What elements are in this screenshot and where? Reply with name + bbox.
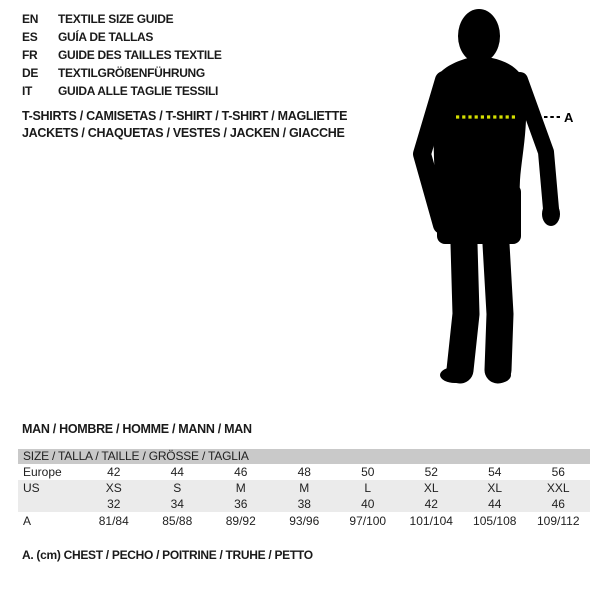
size-value: 97/100 (349, 514, 387, 528)
size-value: 34 (170, 497, 184, 511)
lang-code: ES (22, 30, 38, 44)
section-title-man: MAN / HOMBRE / HOMME / MANN / MAN (22, 422, 252, 436)
size-value: 42 (424, 497, 438, 511)
man-silhouette (422, 9, 560, 383)
lang-row-fr (22, 46, 222, 64)
row-label: US (23, 481, 40, 495)
size-value: 50 (361, 465, 375, 479)
size-value: XL (423, 481, 439, 495)
size-value: XS (105, 481, 122, 495)
size-value: 32 (107, 497, 121, 511)
man-silhouette-figure (408, 4, 583, 394)
size-value: 89/92 (225, 514, 256, 528)
size-value: S (173, 481, 182, 495)
size-value: 85/88 (162, 514, 193, 528)
size-value: XXL (546, 481, 570, 495)
size-value: 46 (551, 497, 565, 511)
measure-label-a: A (564, 110, 574, 125)
size-value: 54 (488, 465, 502, 479)
size-value: 109/112 (537, 514, 580, 528)
size-value: XL (487, 481, 503, 495)
lang-row-it (22, 82, 222, 100)
garment-line-tshirts: T-SHIRTS / CAMISETAS / T-SHIRT / T-SHIRT / MAGLIETTE (22, 109, 348, 123)
table-row-europe (18, 464, 590, 480)
size-value: 46 (234, 465, 248, 479)
size-value: 38 (297, 497, 311, 511)
lang-row-es (22, 28, 222, 46)
size-value: L (364, 481, 372, 495)
lang-code: EN (22, 12, 39, 26)
table-row-uk (18, 496, 590, 512)
size-value: 81/84 (98, 514, 129, 528)
size-value: M (299, 481, 310, 495)
size-table (18, 449, 590, 530)
lang-label: GUIDE DES TAILLES TEXTILE (58, 48, 222, 62)
lang-code: IT (22, 84, 33, 98)
lang-code: FR (22, 48, 38, 62)
lang-code: DE (22, 66, 39, 80)
row-label: Europe (23, 465, 62, 479)
table-row-chest-a (18, 512, 590, 530)
lang-row-en (22, 10, 222, 28)
lang-label: TEXTILGRÖßENFÜHRUNG (58, 66, 205, 80)
size-table-header: SIZE / TALLA / TAILLE / GRÖSSE / TAGLIA (18, 449, 590, 464)
lang-label: TEXTILE SIZE GUIDE (58, 12, 174, 26)
size-value: 40 (361, 497, 375, 511)
lang-row-de (22, 64, 222, 82)
size-value: 101/104 (409, 514, 453, 528)
size-value: 93/96 (289, 514, 320, 528)
language-list (22, 10, 222, 100)
size-value: 44 (170, 465, 184, 479)
table-row-us (18, 480, 590, 496)
size-value: 42 (107, 465, 121, 479)
measurement-footnote: A. (cm) CHEST / PECHO / POITRINE / TRUHE / PETTO (22, 548, 313, 562)
size-value: 48 (297, 465, 311, 479)
size-value: 105/108 (473, 514, 517, 528)
size-value: M (235, 481, 246, 495)
size-value: 44 (488, 497, 502, 511)
garment-line-jackets: JACKETS / CHAQUETAS / VESTES / JACKEN / GIACCHE (22, 126, 345, 140)
size-value: 56 (551, 465, 565, 479)
size-value: 36 (234, 497, 248, 511)
lang-label: GUIDA ALLE TAGLIE TESSILI (58, 84, 219, 98)
size-value: 52 (424, 465, 438, 479)
row-label: A (23, 514, 32, 528)
lang-label: GUÍA DE TALLAS (58, 30, 154, 44)
garment-types (22, 108, 347, 142)
